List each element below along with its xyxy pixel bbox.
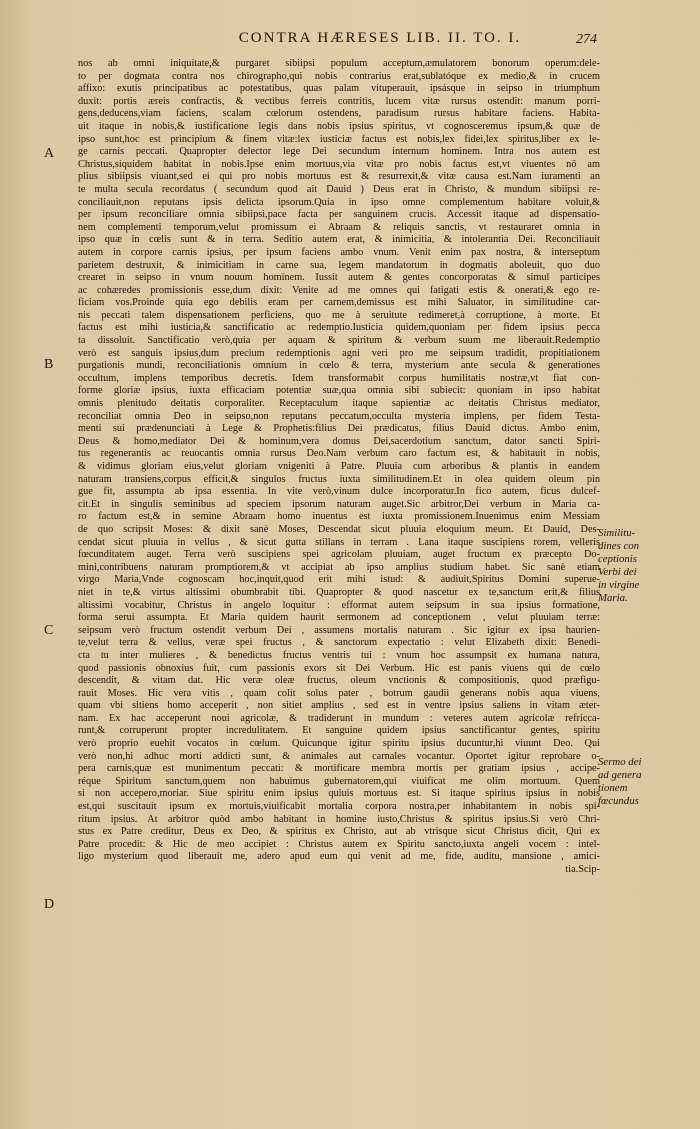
text-line: forme gloriæ ipsius, iuxta efficaciam potentiæ suæ,qua omnia sibi subiecit: quoniam in ipso habitat [78,385,600,397]
text-line: gens,deducens,viam faciens, scalam cœlorum ostendens, paradisum rursus habitare faciens. Habita- [78,108,600,120]
text-line: duxit: portis æreis confractis, & vectibus ferreis contritis, lucem vitæ rursus ostendit: manum porri- [78,95,600,107]
text-line: quod passionis obnoxius fuit, cum passionis exors sit Dei Verbum. Hic est panis viuens qui de cœlo [78,662,600,674]
margin-note-sermo-dei [598,756,668,808]
main-text-column [78,58,600,877]
text-line: cit.Et in singulis seminibus ad speciem ipsorum naturam auget.Sic arbitror,Dei verbum in Maria ca- [78,498,600,510]
text-line: ge carnis peccati. Quapropter delector lege Dei secundum internum hominem. Intra nos autem est [78,146,600,158]
page-number: 274 [576,32,597,47]
text-line: altissimi vocabitur, Christus in angelo loquitur : efformat autem seipsum in sua ipsius formatione, [78,599,600,611]
text-line: ac cohæredes promissionis esse,dum dixit: Venite ad me omnes qui fatigati estis & onerati,& ego re- [78,284,600,296]
text-line: ipso quæ in cœlis sunt & in terra. Seditio autem erat, & inimicitia, & intolerantia Dei. Reconciliauit [78,234,600,246]
margin-note-line: fœcundus [598,795,639,807]
text-line: verò non,hi adhuc morti addicti sunt, & animales aut carnales vocantur. Oportet igitur reprobare o- [78,750,600,762]
text-line: ritum ipsius. At arbitror quòd ambo habitant in homine iusto,Christus & spiritus ipsius.Si verò Chri- [78,813,600,825]
running-title: CONTRA HÆRESES LIB. II. TO. I. [238,30,522,46]
text-line: seipsum verò fructum ostendit verbum Dei , assumens mortalis naturam . Sic igitur ex ipsa haurien- [78,624,600,636]
text-line: per ipsum reconciliare omnia sibiipsi,pace facta per sanguinem crucis. Accessit itaque ad dispensatio- [78,209,600,221]
text-line: naturam transiens,corpus efficit,& singulos fructus iuxta similitudinem.Et in olea quidem oleum pin [78,473,600,485]
text-line: cta tu inter mulieres , & benedictus fructus ventris tui : vnum hoc assumpsit ex humana natura, [78,649,600,661]
margin-note-line: tionem [598,782,628,794]
section-letter-b: B [44,357,54,372]
text-line: tia.Scip- [565,864,600,875]
text-line: nis peccati talem dispensationem perficiens, quo me à seruitute redimeret,à corruptione, à morte. Et [78,309,600,321]
margin-note-similitudines [598,527,668,605]
text-line: te,velut terra & vellus, veræ spei fructus , & sanctorum expectatio : velut Elizabeth dixit: Benedi- [78,637,600,649]
text-line: de quo scripsit Moses: & dixit sanè Moses, Descendat sicut pluuia eloquium meum. Et Dauid, Des- [78,523,600,535]
text-line: cendat sicut pluuia in vellus , & sicut gutta stillans in terram . Lana itaque suscipiens rorem, velleris [78,536,600,548]
text-line: virgo Maria,Vnde cognoscam hoc,inquit,quod erit mihi istud: & audiuit,Spiritus Domini superue- [78,574,600,586]
text-line: descendit, & vitam dat. Hic veræ oleæ fructus, oleum vnctionis & compositionis, quod præfigu- [78,675,600,687]
text-line: nem complementi temporum,velut promissum ei Abraam & reliquis sanctis, vt restauraret omnia in [78,221,600,233]
text-line: est,qui suscitauit ipsum ex mortuis,viuificabit mortalia corpora nostra,per inhabitantem in nobis spi- [78,801,600,813]
text-line: & vidimus gloriam eius,velut gloriam vnigeniti à Patre. Pluuia cum arboribus & plantis in eandem [78,461,600,472]
text-line: gue fit, assumpta ab ipsa essentia. In vite verò,vinum dulce incorporatur.In fico autem, ficus dulcef- [78,486,600,498]
margin-note-line: Maria. [598,592,628,604]
text-line: mini,contribuens naturam promptiorem,& vt accipiat ab ipso amplius studium habet. Sic sanè etiam [78,561,600,573]
text-line: affixo: exutis principatibus ac potestatibus, quas palam vituperauit, ipsásque in seipso in triumphum [78,83,600,95]
section-letter-d: D [44,897,55,912]
text-line: si non accepero,moriar. Siue spiritu enim ipsius quiuis mortuus est. Si itaque spiritus ipsius in nobis [78,788,600,800]
text-line: stus ex Patre creditur, Deus ex Deo, & spiritus ex Christo, aut ab vtrisque sicut Christus dicit, Qui ex [78,826,600,838]
section-letter-c: C [44,623,54,638]
text-line: tus regenerantis ac reuocantis omnia rursus Deo.Nam verbum caro factum est, & habitauit in nobis, [78,448,600,460]
text-line: quam vbi sitiens homo acceperit , non sitiet amplius , sed est in ventre ipsius saliens in vitam æter- [78,700,600,712]
margin-note-line: Verbi dei [598,566,637,578]
text-line: réque Spiritum sanctum,quem non habuimus gubernatorem,qui viuificat me olim mortuum. Quem [78,775,600,787]
text-line: Patre procedit: & Hic de meo accipiet : Christus autem ex Spiritu sancto,iuxta angeli vocem : intel- [78,838,600,850]
margin-note-line: ad genera [598,769,642,781]
text-line: ligo mysterium quod liberauit me, adero apud eum qui venit ad me, fide, auditu, mansione , amici- [78,851,600,863]
text-line: Deus & homo,mediator Dei & hominum,vera domus Dei,sacerdotium sanctum, dator sancti Spiri- [78,435,600,447]
text-line: verò est sanguis ipsius,dum precium redemptionis agni veri pro me seipsum tradidit, propitiationem [78,347,600,359]
text-line: ta dissoluit. Sanctificatio verò,quia per aquam & spiritum & verbum suum me liberauit.Redemptio [78,335,600,347]
text-line: runt,& corruperunt propter incredulitatem. Et sanguine quidem ipsius sanctificantur gentes, spiritu [78,725,600,737]
margin-note-line: Similitu- [598,527,636,539]
margin-note-line: dines con [598,540,640,552]
text-line: conciliauit,non reputans ipsis delicta ipsorum.Quia in ipso omne complementum habitare voluit,& [78,196,600,208]
margin-note-line: ceptionis [598,553,637,565]
text-line: omnis plenitudo deitatis corporaliter. Receptaculum itaque sapientiæ ac deitatis Christus mediator, [78,398,600,410]
text-line: nam. Ex hac acceperunt noui agricolæ, & tradiderunt in mundum : veteres autem agricolæ refricca- [78,712,600,724]
text-line: parietem destruxit, & inimicitiam in carne sua, legem mandatorum in dogmatis aboleuit, quo duo [78,259,600,271]
text-line: Christus,siquidem habitat in nobis.Ipse enim mortuus,via vitæ pro nobis factus est,vt viuentes nō am [78,158,600,170]
text-line: ipso sunt,hoc est principium & finem vitæ:lex iusticiæ factus est nobis,lex fidei,lex spiritus,liber ex le- [78,133,600,145]
text-line: factus est mihi iusticia,& sanctificatio ac redemptio.Iusticia quidem,quoniam per fidem ipsius pecca [78,322,600,334]
section-letter-a: A [44,146,55,161]
text-line: te multa secula recordatus ( secundum quod ait Dauid ) Deus erat in Christo, & mundum sibiipsi re- [78,183,600,195]
margin-note-line: in virgine [598,579,640,591]
text-line: nos ab omni iniquitate,& purgaret sibiipsi populum acceptum,æmulatorem bonorum operum:dele- [78,58,600,69]
text-line: rauit Moses. Hic vera vitis , quam colit solus pater , botrum gaudii generans nobis aqua viuens, [78,687,600,699]
text-line: plius sibiipsis viuant,sed ei qui pro nobis mortuus est & resurrexit,& vitæ causa est.Nam iuramenti an [78,171,600,183]
text-line: reconciliat omnia Deo in seipso,non reputans peccatum,occulta mysteria implens, per fidem Testa- [78,410,600,422]
text-line: niet in te,& virtus altissimi obumbrabit tibi. Quapropter & quod nascetur ex te,sanctum erit,& filius [78,586,600,598]
text-line: crearet in seipso in vnum nouum hominem. Iussit autem & gentes concorporatas & simul participes [78,272,600,284]
text-line: menti sui prædenunciati à Lege & Prophetis:filius Dei prædicatus, filius Dauid dictus. Ambo enim, [78,423,600,435]
text-line: ro factum est,& in semine Abraam homo inuentus est iuxta promissionem.Inuenimus enim Messiam [78,511,600,523]
text-line: forma serui assumpta. Et Maria quidem haurit sermonem ad conceptionem , velut pluuiam terræ: [78,612,600,624]
text-line: to per dogmata contra nos chirographo,qui nobis contrarius erat,sublatóque ex medio,& in crucem [78,70,600,82]
margin-note-line: Sermo dei [598,756,642,768]
text-line: purgationis mundi, reconciliationis omnium in cœlo & terra, mysterium ante secula & generationes [78,360,600,372]
text-line: verò proprio euehit vocatos in cœlum. Quicunque igitur spiritu ipsius ducuntur,hi viuunt Deo. Qui [78,738,600,750]
text-line: pera carnis,quæ est munimentum peccati: & mortificare membra mortis per gratiam ipsius , accipe- [78,763,600,775]
text-line: fœcunditatem auget. Terra verò suscipiens spei agricolam pluuiam, auget fructum ex præcepto Do- [78,549,600,561]
text-line: ficiam vos.Proinde quia ego debilis eram per carnem,demissus est mihi Saluator, in similitudine car- [78,297,600,309]
text-line: uit itaque in nobis,& iustificatione legis dans nobis ipsius spiritus, vt cognosceremus ipsum,& quæ de [78,120,600,132]
text-line: occultum, implens temporibus decretis. Idem transformabit corpus humilitatis nostræ,vt fiat con- [78,372,600,384]
text-line: autem in corpore carnis ipsius, per ipsum faciens ambo vnum. Venit enim pax nostra, & interseptum [78,246,600,258]
